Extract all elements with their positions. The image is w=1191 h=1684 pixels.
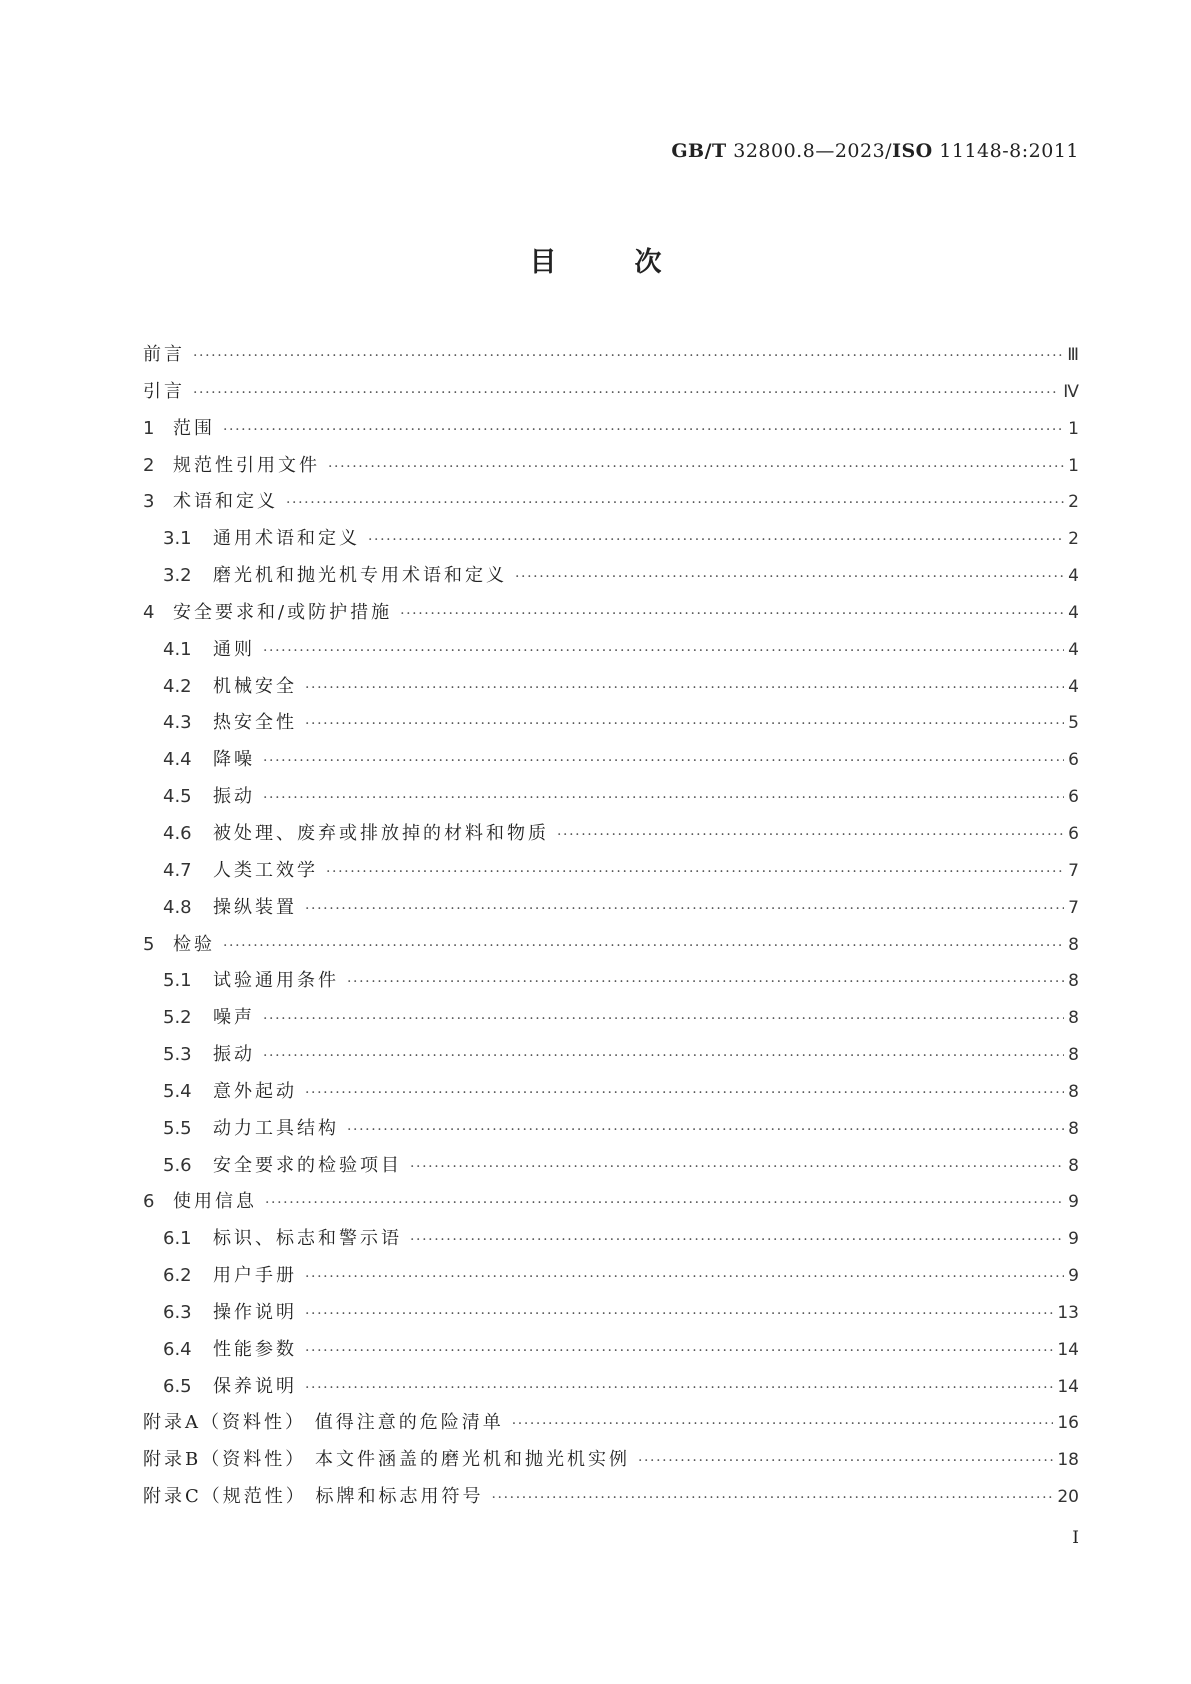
toc-entry-number: 3 (143, 491, 155, 513)
toc-entry-label: 附录B（资料性） 本文件涵盖的磨光机和抛光机实例 (143, 1449, 630, 1471)
toc-entry-page: 18 (1057, 1450, 1079, 1471)
toc-entry-label: 操纵装置 (213, 896, 297, 918)
page-title-char-2: 次 (634, 247, 662, 278)
toc-entry-page: 8 (1068, 934, 1079, 955)
toc-entry-label: 试验通用条件 (213, 970, 339, 992)
toc-entry-number: 5.4 (163, 1080, 192, 1102)
toc-entry-label: 人类工效学 (213, 859, 318, 881)
toc-entry-label: 范围 (173, 417, 215, 439)
toc-entry-label: 附录A（资料性） 值得注意的危险清单 (143, 1412, 504, 1434)
toc-dot-leader (326, 864, 1064, 880)
toc-entry-label: 热安全性 (213, 712, 297, 734)
toc-dot-leader (515, 569, 1064, 585)
toc-entry-label: 被处理、废弃或排放掉的材料和物质 (213, 822, 549, 844)
toc-entry-page: 2 (1068, 492, 1079, 513)
toc-entry-label: 前言 (143, 344, 185, 365)
toc-dot-leader (638, 1453, 1053, 1469)
toc-entry-page: 9 (1068, 1192, 1079, 1213)
toc-entry-number: 3.1 (163, 528, 192, 550)
toc-entry-label: 机械安全 (213, 675, 297, 697)
toc-dot-leader (305, 716, 1064, 732)
toc-dot-leader (286, 495, 1064, 511)
toc-entry-page: 1 (1068, 455, 1079, 476)
toc-entry[interactable] (143, 1335, 1079, 1372)
toc-entry[interactable] (143, 414, 1079, 451)
toc-entry-number: 6.4 (163, 1338, 192, 1360)
toc-dot-leader (263, 1048, 1064, 1064)
toc-entry-label: 通用术语和定义 (213, 528, 360, 550)
toc-entry-page: Ⅳ (1063, 381, 1079, 402)
toc-dot-leader (305, 901, 1064, 917)
toc-dot-leader (347, 974, 1064, 990)
toc-entry-page: 8 (1068, 971, 1079, 992)
toc-entry-label: 检验 (173, 933, 215, 955)
toc-entry[interactable] (143, 1482, 1079, 1519)
toc-entry-number: 6 (143, 1191, 155, 1213)
toc-entry[interactable] (143, 561, 1079, 598)
toc-dot-leader (368, 532, 1064, 548)
standard-gb-prefix: GB/T (671, 140, 727, 162)
toc-entry-label: 振动 (213, 786, 255, 808)
toc-entry-label: 磨光机和抛光机专用术语和定义 (213, 565, 507, 587)
toc-entry-label: 通则 (213, 638, 255, 660)
toc-entry[interactable] (143, 1003, 1079, 1040)
toc-entry-page: 9 (1068, 1266, 1079, 1287)
toc-entry[interactable] (143, 1114, 1079, 1151)
toc-entry[interactable] (143, 819, 1079, 856)
toc-entry[interactable] (143, 635, 1079, 672)
toc-entry-page: 14 (1057, 1376, 1079, 1397)
toc-dot-leader (400, 606, 1064, 622)
toc-entry-label: 振动 (213, 1044, 255, 1066)
toc-entry-number: 4.2 (163, 675, 192, 697)
toc-dot-leader (410, 1232, 1064, 1248)
toc-entry-number: 3.2 (163, 565, 192, 587)
toc-entry-number: 5.6 (163, 1154, 192, 1176)
toc-entry-label: 引言 (143, 380, 185, 402)
toc-entry-label: 噪声 (213, 1007, 255, 1029)
toc-dot-leader (263, 753, 1064, 769)
toc-entry[interactable] (143, 1187, 1079, 1224)
toc-entry[interactable] (143, 708, 1079, 745)
toc-entry-page: 5 (1068, 713, 1079, 734)
toc-dot-leader (193, 348, 1063, 364)
toc-entry-number: 4.1 (163, 638, 192, 660)
toc-dot-leader (265, 1195, 1064, 1211)
toc-entry-number: 5.1 (163, 970, 192, 992)
toc-entry-label: 操作说明 (213, 1301, 297, 1323)
toc-entry-page: 9 (1068, 1229, 1079, 1250)
toc-entry-label: 用户手册 (213, 1265, 297, 1287)
toc-entry[interactable] (143, 1298, 1079, 1335)
toc-entry-page: 7 (1068, 897, 1079, 918)
toc-entry[interactable] (143, 672, 1079, 709)
toc-entry-page: 4 (1068, 676, 1079, 697)
page-title-char-1: 目 (529, 247, 557, 278)
toc-entry-number: 4.4 (163, 749, 192, 771)
toc-entry-label: 附录C（规范性） 标牌和标志用符号 (143, 1486, 484, 1508)
toc-entry-page: 8 (1068, 1045, 1079, 1066)
toc-dot-leader (305, 1269, 1064, 1285)
standard-iso-prefix: ISO (892, 140, 933, 162)
toc-dot-leader (328, 459, 1064, 475)
toc-entry-number: 2 (143, 454, 155, 476)
toc-dot-leader (305, 680, 1064, 696)
toc-entry[interactable] (143, 524, 1079, 561)
toc-entry-page: 13 (1057, 1302, 1079, 1323)
toc-entry-page: 2 (1068, 529, 1079, 550)
toc-entry-label: 意外起动 (213, 1080, 297, 1102)
toc-entry-number: 5.5 (163, 1117, 192, 1139)
toc-entry[interactable] (143, 1261, 1079, 1298)
toc-entry-number: 4.3 (163, 712, 192, 734)
toc-entry-label: 术语和定义 (173, 491, 278, 513)
toc-entry-number: 5.2 (163, 1007, 192, 1029)
toc-dot-leader (305, 1306, 1053, 1322)
toc-dot-leader (492, 1490, 1054, 1506)
toc-entry-page: 8 (1068, 1008, 1079, 1029)
toc-dot-leader (305, 1085, 1064, 1101)
toc-entry-number: 5.3 (163, 1044, 192, 1066)
toc-entry[interactable] (143, 856, 1079, 893)
toc-dot-leader (223, 938, 1064, 954)
toc-entry-page: 8 (1068, 1118, 1079, 1139)
toc-entry[interactable] (143, 487, 1079, 524)
toc-entry-page: Ⅲ (1067, 345, 1079, 365)
toc-entry[interactable] (143, 782, 1079, 819)
toc-entry-page: 20 (1057, 1487, 1079, 1508)
toc-entry[interactable] (143, 1408, 1079, 1445)
toc-dot-leader (305, 1380, 1053, 1396)
toc-entry-label: 安全要求和/或防护措施 (173, 601, 393, 623)
toc-dot-leader (305, 1343, 1053, 1359)
toc-entry[interactable] (143, 377, 1079, 414)
toc-entry-page: 14 (1057, 1339, 1079, 1360)
toc-entry-page: 7 (1068, 860, 1079, 881)
toc-dot-leader (193, 385, 1059, 401)
toc-entry[interactable] (143, 966, 1079, 1003)
toc-entry-label: 性能参数 (213, 1338, 297, 1360)
toc-entry-page: 16 (1057, 1413, 1079, 1434)
toc-entry-number: 6.3 (163, 1301, 192, 1323)
toc-dot-leader (347, 1122, 1064, 1138)
toc-entry-number: 4.8 (163, 896, 192, 918)
toc-entry[interactable] (143, 930, 1079, 967)
toc-dot-leader (557, 827, 1064, 843)
toc-entry-page: 6 (1068, 750, 1079, 771)
toc-entry-page: 1 (1068, 418, 1079, 439)
toc-entry-number: 6.1 (163, 1228, 192, 1250)
toc-entry[interactable] (143, 340, 1079, 377)
page-number: I (1072, 1528, 1079, 1548)
toc-entry[interactable] (143, 1151, 1079, 1188)
toc-entry-number: 4 (143, 601, 155, 623)
toc-dot-leader (223, 422, 1064, 438)
toc-entry[interactable] (143, 893, 1079, 930)
toc-entry-label: 规范性引用文件 (173, 454, 320, 476)
page-title (0, 240, 1191, 279)
toc-entry[interactable] (143, 1224, 1079, 1261)
toc-entry-label: 动力工具结构 (213, 1117, 339, 1139)
toc-entry-number: 1 (143, 417, 155, 439)
toc-entry[interactable] (143, 745, 1079, 782)
toc-dot-leader (263, 643, 1064, 659)
toc-dot-leader (512, 1416, 1054, 1432)
toc-entry-number: 6.2 (163, 1265, 192, 1287)
standard-iso-number: 11148-8:2011 (932, 140, 1079, 162)
toc-entry-page: 8 (1068, 1081, 1079, 1102)
toc-entry-label: 标识、标志和警示语 (213, 1228, 402, 1250)
standard-gb-number: 32800.8—2023/ (726, 140, 893, 162)
toc-entry-label: 保养说明 (213, 1375, 297, 1397)
toc-entry[interactable] (143, 1372, 1079, 1409)
toc-entry-page: 4 (1068, 602, 1079, 623)
toc-entry-label: 安全要求的检验项目 (213, 1154, 402, 1176)
toc-dot-leader (263, 790, 1064, 806)
toc-entry[interactable] (143, 451, 1079, 488)
toc-entry-number: 6.5 (163, 1375, 192, 1397)
toc-entry-page: 4 (1068, 639, 1079, 660)
toc-entry-page: 6 (1068, 787, 1079, 808)
standard-number (671, 140, 1079, 162)
toc-entry-number: 5 (143, 933, 155, 955)
toc-entry[interactable] (143, 1445, 1079, 1482)
toc-entry-label: 降噪 (213, 749, 255, 771)
toc-entry-number: 4.7 (163, 859, 192, 881)
toc-entry-label: 使用信息 (173, 1191, 257, 1213)
toc-entry-number: 4.5 (163, 786, 192, 808)
table-of-contents (143, 340, 1079, 1519)
toc-entry-number: 4.6 (163, 822, 192, 844)
toc-entry-page: 8 (1068, 1155, 1079, 1176)
toc-entry[interactable] (143, 1077, 1079, 1114)
toc-entry-page: 6 (1068, 823, 1079, 844)
toc-dot-leader (263, 1011, 1064, 1027)
toc-entry[interactable] (143, 598, 1079, 635)
toc-entry-page: 4 (1068, 566, 1079, 587)
toc-dot-leader (410, 1159, 1064, 1175)
toc-entry[interactable] (143, 1040, 1079, 1077)
